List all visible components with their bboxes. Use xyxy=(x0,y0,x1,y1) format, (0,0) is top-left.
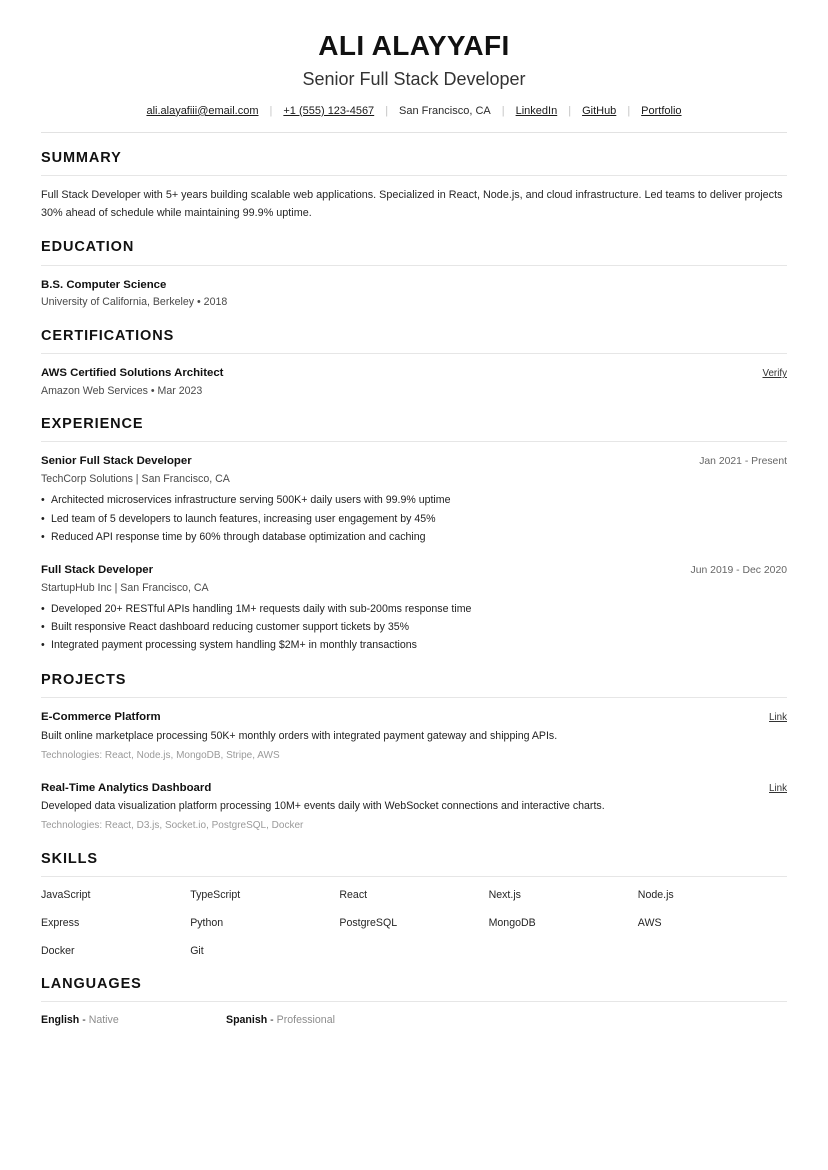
project-head xyxy=(41,709,787,726)
experience-bullet-text: Architected microservices infrastructure serving 500K+ daily users with 99.9% uptime xyxy=(51,494,451,507)
education-school: University of California, Berkeley • 2018 xyxy=(41,296,228,309)
project-description: Built online marketplace processing 50K+ monthly orders with integrated payment gateway and shipping APIs. xyxy=(41,729,558,742)
experience-bullet-text: Reduced API response time by 60% through database optimization and caching xyxy=(51,530,426,543)
skill-item: React xyxy=(339,889,368,902)
skill-item: PostgreSQL xyxy=(339,917,398,930)
education-entry xyxy=(41,277,787,311)
experience-bullets xyxy=(41,491,787,546)
header-divider xyxy=(41,132,787,133)
section-experience xyxy=(41,416,787,655)
contact-separator: | xyxy=(627,104,631,117)
contact-separator: | xyxy=(568,104,572,117)
resume-header xyxy=(41,24,787,118)
section-rule-languages xyxy=(41,1001,787,1002)
section-certifications xyxy=(41,328,787,399)
project-technologies: Technologies: React, Node.js, MongoDB, Stripe, AWS xyxy=(41,749,280,761)
skill-item: Docker xyxy=(41,945,75,958)
language-level: Native xyxy=(88,1014,119,1027)
certification-entry xyxy=(41,365,787,399)
contact-separator: | xyxy=(501,104,505,117)
certification-head xyxy=(41,365,787,382)
experience-head xyxy=(41,453,787,470)
summary-text: Full Stack Developer with 5+ years building scalable web applications. Specialized in React, Node.js, and cloud infrastructure. Led teams to deliver projects 30% ahead of schedule while maintaining 99.9% uptime. xyxy=(41,189,783,219)
bullet-marker-icon: • xyxy=(41,639,45,652)
section-rule-education xyxy=(41,265,787,266)
section-title-projects: PROJECTS xyxy=(41,671,127,688)
skill-item: MongoDB xyxy=(488,917,536,930)
section-title-experience: EXPERIENCE xyxy=(41,416,144,433)
experience-company: TechCorp Solutions | San Francisco, CA xyxy=(41,473,230,486)
experience-bullets xyxy=(41,600,787,655)
contact-separator: | xyxy=(385,104,389,117)
section-projects xyxy=(41,672,787,834)
project-link[interactable]: Link xyxy=(769,782,787,794)
candidate-name: ALI ALAYYAFI xyxy=(318,30,510,61)
section-summary xyxy=(41,150,787,222)
contact-separator: | xyxy=(269,104,273,117)
skills-grid xyxy=(41,888,787,958)
experience-bullet xyxy=(41,491,787,509)
skill-item: Next.js xyxy=(488,889,521,902)
candidate-title: Senior Full Stack Developer xyxy=(302,69,526,90)
language-item: English - Native xyxy=(41,1014,119,1027)
experience-bullet xyxy=(41,510,787,528)
project-technologies: Technologies: React, D3.js, Socket.io, PostgreSQL, Docker xyxy=(41,820,304,831)
experience-bullet-text: Built responsive React dashboard reducing customer support tickets by 35% xyxy=(51,621,410,634)
language-item: Spanish - Professional xyxy=(226,1014,335,1027)
experience-bullet xyxy=(41,618,787,636)
experience-entry xyxy=(41,562,787,655)
experience-role: Senior Full Stack Developer xyxy=(41,455,192,468)
section-skills xyxy=(41,851,787,959)
contact-linkedin[interactable]: LinkedIn xyxy=(515,104,558,117)
contact-portfolio[interactable]: Portfolio xyxy=(641,104,682,117)
education-list xyxy=(41,277,787,311)
languages-row xyxy=(41,1013,787,1028)
experience-bullet-text: Led team of 5 developers to launch features, increasing user engagement by 45% xyxy=(51,512,436,525)
certification-issuer: Amazon Web Services • Mar 2023 xyxy=(41,384,203,397)
experience-bullet-text: Integrated payment processing system handling $2M+ in monthly transactions xyxy=(51,639,417,652)
experience-list xyxy=(41,453,787,654)
skill-item: Python xyxy=(190,917,224,930)
contact-location: San Francisco, CA xyxy=(399,104,491,117)
project-entry xyxy=(41,780,787,834)
bullet-marker-icon: • xyxy=(41,530,45,543)
contact-phone[interactable]: +1 (555) 123-4567 xyxy=(283,104,375,117)
section-title-education: EDUCATION xyxy=(41,239,135,256)
certifications-list xyxy=(41,365,787,399)
experience-head xyxy=(41,562,787,579)
experience-bullet xyxy=(41,636,787,654)
language-name: English xyxy=(41,1014,80,1027)
language-name: Spanish xyxy=(226,1014,268,1027)
contact-email[interactable]: ali.alayafiii@email.com xyxy=(146,104,259,117)
skill-item: AWS xyxy=(637,917,662,930)
experience-bullet xyxy=(41,600,787,618)
project-entry xyxy=(41,709,787,763)
section-education xyxy=(41,239,787,310)
bullet-marker-icon: • xyxy=(41,621,45,634)
experience-entry xyxy=(41,453,787,546)
contact-row xyxy=(41,104,787,118)
section-rule-skills xyxy=(41,876,787,877)
section-title-languages: LANGUAGES xyxy=(41,975,142,992)
education-degree: B.S. Computer Science xyxy=(41,278,167,291)
projects-list xyxy=(41,709,787,834)
project-name: E-Commerce Platform xyxy=(41,711,161,724)
section-rule-summary xyxy=(41,175,787,176)
certification-name: AWS Certified Solutions Architect xyxy=(41,367,224,380)
experience-company: StartupHub Inc | San Francisco, CA xyxy=(41,581,209,594)
skill-item: JavaScript xyxy=(41,889,91,902)
bullet-marker-icon: • xyxy=(41,512,45,525)
bullet-marker-icon: • xyxy=(41,603,45,616)
language-level: Professional xyxy=(276,1014,335,1027)
certification-verify-link[interactable]: Verify xyxy=(762,368,787,380)
experience-dates: Jun 2019 - Dec 2020 xyxy=(690,565,787,577)
experience-dates: Jan 2021 - Present xyxy=(699,456,787,468)
project-head xyxy=(41,780,787,797)
project-name: Real-Time Analytics Dashboard xyxy=(41,781,212,794)
experience-role: Full Stack Developer xyxy=(41,564,154,577)
skill-item: Git xyxy=(190,945,204,958)
contact-github[interactable]: GitHub xyxy=(582,104,617,117)
project-description: Developed data visualization platform processing 10M+ events daily with WebSocket connections and interactive charts. xyxy=(41,800,605,813)
section-title-skills: SKILLS xyxy=(41,851,98,867)
section-rule-projects xyxy=(41,697,787,698)
skill-item: Express xyxy=(41,917,80,930)
section-rule-experience xyxy=(41,441,787,442)
section-rule-certifications xyxy=(41,353,787,354)
bullet-marker-icon: • xyxy=(41,494,45,507)
experience-bullet xyxy=(41,528,787,546)
section-languages xyxy=(41,976,787,1028)
section-title-summary: SUMMARY xyxy=(41,150,122,167)
section-title-certifications: CERTIFICATIONS xyxy=(41,327,175,344)
skill-item: TypeScript xyxy=(190,889,241,902)
skill-item: Node.js xyxy=(637,889,674,902)
experience-bullet-text: Developed 20+ RESTful APIs handling 1M+ requests daily with sub-200ms response time xyxy=(51,603,472,616)
project-link[interactable]: Link xyxy=(769,712,787,724)
